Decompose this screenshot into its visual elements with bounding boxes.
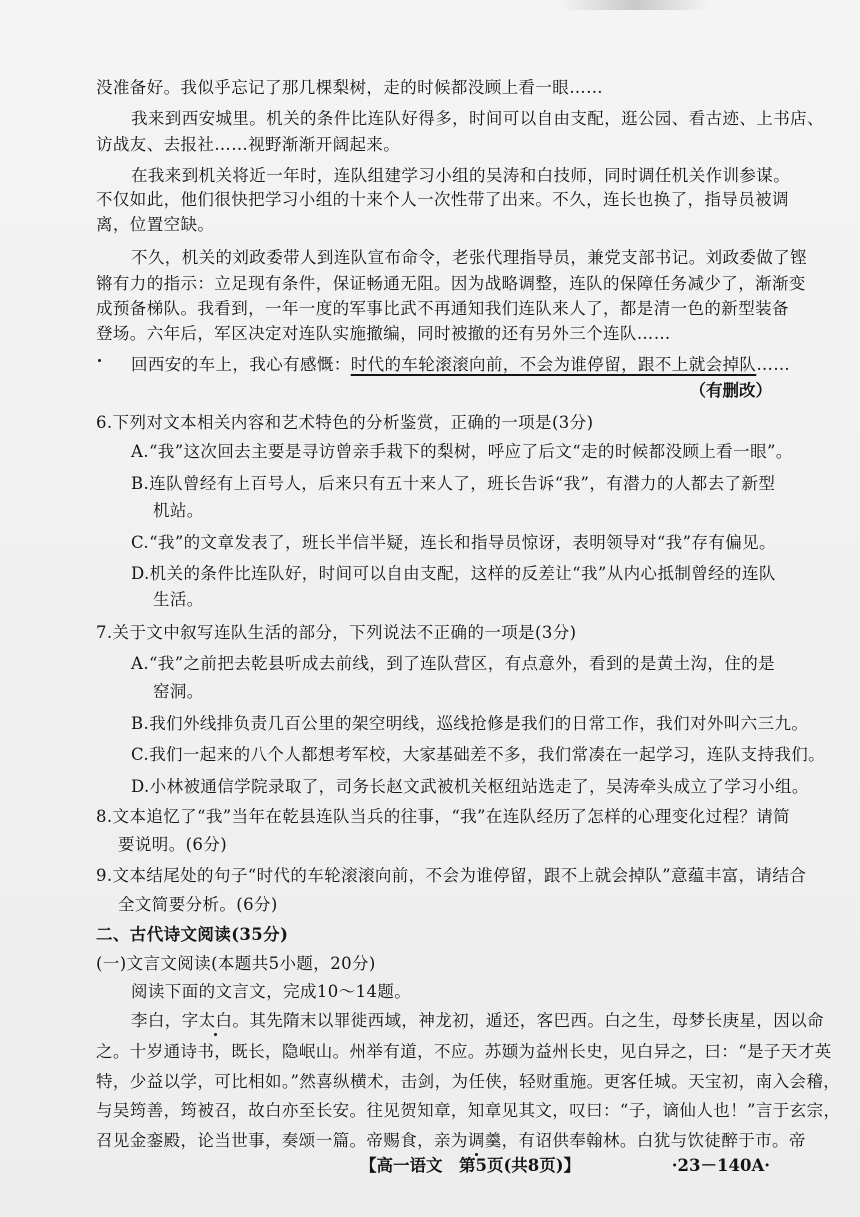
- footer-code: ·23－140A·: [671, 1156, 770, 1175]
- closing-prefix: 回西安的车上，我心有感慨：: [131, 355, 351, 374]
- classical-text-fragment: 。其先隋末以罪徙西域，神龙初，遁还，客巴西。白之生，母梦长庚星，因以命: [232, 1011, 824, 1030]
- classical-text-line: [96, 1130, 806, 1152]
- classical-text-fragment: 羹，有诏供奉翰林。白犹与饮徒醉于市。帝: [484, 1131, 806, 1150]
- passage-line: 离，位置空缺。: [96, 215, 215, 234]
- page-footer: [0, 1154, 860, 1178]
- passage-line: 成预备梯队。我看到，一年一度的军事比武不再通知我们连队来人了，都是清一色的新型装备: [96, 299, 789, 318]
- classical-text-fragment: 李白，字: [131, 1011, 199, 1030]
- option-6b: B.连队曾经有上百号人，后来只有五十来人了，班长告诉“我”，有潜力的人都去了新型: [131, 474, 776, 493]
- option-6c: C.“我”的文章发表了，班长半信半疑，连长和指导员惊讶，表明领导对“我”存有偏见。: [131, 533, 776, 552]
- option-6b-cont: 机站。: [153, 501, 204, 520]
- classical-text-fragment: 召见金銮殿，论当世事，奏颂一篇。帝赐食，亲为: [96, 1131, 468, 1150]
- classical-text-line: 与吴筠善，筠被召，故白亦至长安。往见贺知章，知章见其文，叹曰：“子，谪仙人也！”言于玄宗，: [96, 1101, 841, 1120]
- passage-line: 锵有力的指示：立足现有条件，保证畅通无阻。因为战略调整，连队的保障任务减少了，渐渐变: [96, 274, 806, 293]
- edited-note: （有删改）: [689, 381, 772, 400]
- reading-instruction: 阅读下面的文言文，完成10～14题。: [131, 982, 412, 1001]
- section-heading: 二、古代诗文阅读(35分): [96, 925, 289, 944]
- passage-line: 不仅如此，他们很快把学习小组的十来个人一次性带了出来。不久，连长也换了，指导员被调: [96, 190, 789, 209]
- question-9: 9.文本结尾处的句子“时代的车轮滚滚向前，不会为谁停留，跟不上就会掉队”意蕴丰富，请结合: [96, 866, 807, 885]
- option-7a: A.“我”之前把去乾县听成去前线，到了连队营区，有点意外，看到的是黄土沟，住的是: [131, 654, 776, 673]
- subsection-heading: (一)文言文阅读(本题共5小题，20分): [96, 954, 376, 973]
- footer-page-info: 【高一语文 第5页(共8页)】: [360, 1156, 581, 1175]
- question-8-cont: 要说明。(6分): [118, 835, 228, 854]
- passage-line: 登场。六年后，军区决定对连队实施撤编，同时被撤的还有另外三个连队……: [96, 324, 671, 343]
- passage-line: 没准备好。我似乎忘记了那几棵梨树，走的时候都没顾上看一眼……: [96, 78, 603, 97]
- option-6a: A.“我”这次回去主要是寻访曾亲手栽下的梨树，呼应了后文“走的时候都没顾上看一眼”。: [131, 442, 793, 461]
- passage-line: 访战友、去报社……视野渐渐开阔起来。: [96, 135, 401, 154]
- passage-line: 在我来到机关将近一年时，连队组建学习小组的吴涛和白技师，同时调任机关作训参谋。: [131, 166, 791, 185]
- scan-dot: [98, 359, 101, 362]
- passage-closing-line: [131, 354, 790, 376]
- passage-line: 我来到西安城里。机关的条件比连队好得多，时间可以自由支配，逛公园、看古迹、上书店、: [131, 109, 824, 128]
- classical-text-line: [131, 1010, 824, 1032]
- option-6d: D.机关的条件比连队好，时间可以自由支配，这样的反差让“我”从内心抵制曾经的连队: [131, 564, 776, 583]
- underlined-sentence: 时代的车轮滚滚向前，不会为谁停留，跟不上就会掉队: [350, 355, 757, 374]
- classical-text-line: 之。十岁通诗书，既长，隐岷山。州举有道，不应。苏颋为益州长史，见白异之，曰：“是子天才英: [96, 1042, 832, 1061]
- scan-smudge: [560, 0, 710, 10]
- passage-line: 不久，机关的刘政委带人到连队宣布命令，老张代理指导员，兼党支部书记。刘政委做了铿: [131, 248, 807, 267]
- question-8: 8.文本追忆了“我”当年在乾县连队当兵的往事，“我”在连队经历了怎样的心理变化过程？请简: [96, 807, 791, 826]
- option-7a-cont: 窑洞。: [153, 682, 204, 701]
- classical-text-line: 特，少益以学，可比相如。”然喜纵横术，击剑，为任侠，轻财重施。更客任城。天宝初，南入会稽，: [96, 1072, 841, 1091]
- dotted-word: 太白: [198, 1011, 233, 1030]
- question-9-cont: 全文简要分析。(6分): [118, 895, 278, 914]
- dotted-word: 调: [467, 1131, 485, 1150]
- question-6: 6.下列对文本相关内容和艺术特色的分析鉴赏，正确的一项是(3分): [96, 413, 594, 432]
- option-7b: B.我们外线排负责几百公里的架空明线，巡线抢修是我们的日常工作，我们对外叫六三九。: [131, 714, 809, 733]
- option-6d-cont: 生活。: [153, 590, 204, 609]
- question-7: 7.关于文中叙写连队生活的部分，下列说法不正确的一项是(3分): [96, 623, 577, 642]
- option-7d: D.小林被通信学院录取了，司务长赵文武被机关枢纽站选走了，吴涛牵头成立了学习小组。: [131, 777, 809, 796]
- closing-ellipsis: ……: [756, 355, 791, 374]
- option-7c: C.我们一起来的八个人都想考军校，大家基础差不多，我们常凑在一起学习，连队支持我们。: [131, 745, 826, 764]
